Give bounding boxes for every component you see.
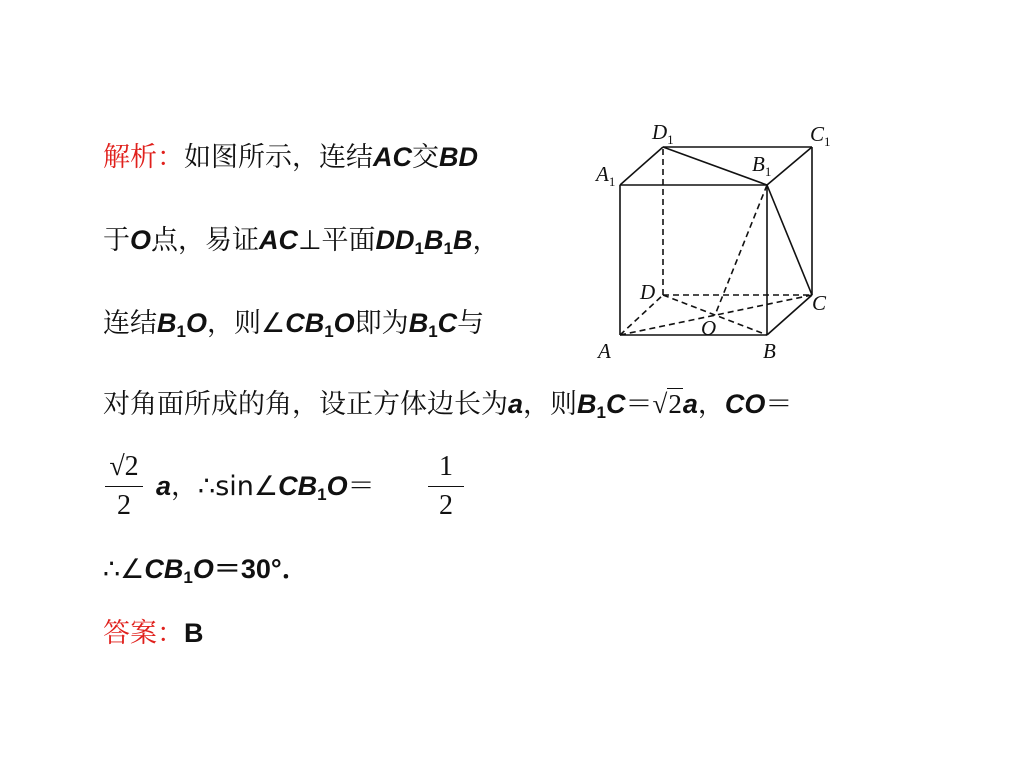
fraction-sqrt2-over-2 bbox=[105, 450, 143, 523]
label-o: O bbox=[701, 316, 717, 340]
math-bd: BD bbox=[439, 142, 478, 172]
text-segment: 对角面所成的角，设正方体边长为 bbox=[103, 389, 508, 420]
math-cb: CB bbox=[144, 554, 184, 584]
text-segment: ，则∠ bbox=[206, 308, 286, 339]
fraction-one-half bbox=[428, 450, 464, 523]
solution-line-1 bbox=[103, 139, 478, 176]
solution-line-2 bbox=[103, 222, 499, 259]
answer-line bbox=[103, 615, 204, 652]
math-cb: CB bbox=[278, 471, 318, 501]
label-c: C bbox=[812, 291, 827, 315]
math-c: C bbox=[437, 308, 458, 338]
math-dd: DD bbox=[375, 225, 415, 255]
text-segment: 与 bbox=[457, 308, 485, 339]
text-segment: 连结 bbox=[103, 308, 157, 339]
subscript: 1 bbox=[414, 239, 425, 258]
label-d: D bbox=[640, 280, 656, 304]
subscript: 1 bbox=[596, 403, 606, 422]
label-d1: $D_1$ bbox=[652, 120, 674, 147]
math-o: O bbox=[333, 308, 355, 338]
edge-b-c bbox=[767, 295, 812, 335]
solution-line-6 bbox=[103, 551, 309, 588]
math-b: B bbox=[577, 389, 597, 419]
text-segment: ＝30°． bbox=[213, 554, 309, 584]
label-a1: $A_1$ bbox=[596, 162, 616, 189]
text-segment: ，则 bbox=[523, 389, 578, 420]
text-segment: ∴∠ bbox=[103, 554, 145, 585]
text-segment: ， bbox=[697, 389, 725, 420]
text-segment: 如图所示，连结 bbox=[184, 142, 373, 173]
edge-d1-a1 bbox=[620, 147, 663, 185]
fraction-bar bbox=[105, 486, 143, 487]
math-a: a bbox=[682, 389, 698, 419]
fraction-denominator: 2 bbox=[439, 490, 453, 521]
math-o: O bbox=[192, 554, 214, 584]
subscript: 1 bbox=[428, 322, 438, 341]
math-ac: AC bbox=[259, 225, 299, 255]
label-b: B bbox=[763, 339, 776, 363]
math-a: a bbox=[156, 471, 172, 501]
math-b: B bbox=[157, 308, 177, 338]
sqrt-two bbox=[653, 388, 683, 419]
fraction-bar bbox=[428, 486, 464, 487]
text-segment: ，∴sin∠ bbox=[171, 471, 279, 502]
fraction-denominator: 2 bbox=[117, 490, 131, 521]
hidden-segment-b1-o bbox=[715, 185, 767, 315]
math-o: O bbox=[185, 308, 207, 338]
math-co: CO bbox=[724, 389, 766, 419]
math-o: O bbox=[130, 225, 152, 255]
label-b1: $B_1$ bbox=[752, 152, 772, 179]
equals-sign: ＝ bbox=[347, 471, 375, 502]
subscript: 1 bbox=[443, 239, 453, 258]
text-segment: 于 bbox=[103, 225, 130, 256]
subscript: 1 bbox=[317, 485, 327, 504]
math-b: B bbox=[452, 225, 473, 255]
answer-value: B bbox=[184, 618, 204, 648]
solution-line-5 bbox=[156, 468, 375, 505]
text-segment: 点，易证 bbox=[151, 225, 260, 256]
equals-sign: ＝ bbox=[625, 389, 653, 420]
solution-line-3 bbox=[103, 305, 484, 342]
segment-b1-c bbox=[767, 185, 812, 295]
subscript: 1 bbox=[176, 322, 186, 341]
solution-line-4 bbox=[103, 386, 792, 423]
math-b: B bbox=[408, 308, 429, 338]
sqrt-symbol: √ bbox=[652, 389, 668, 419]
subscript: 1 bbox=[183, 568, 193, 587]
edge-b1-c1 bbox=[767, 147, 812, 185]
subscript: 1 bbox=[324, 322, 334, 341]
text-segment: ⊥平面 bbox=[298, 225, 376, 256]
math-cb: CB bbox=[285, 308, 325, 338]
math-a: a bbox=[508, 389, 524, 419]
math-c: C bbox=[606, 389, 626, 419]
text-segment: ， bbox=[472, 225, 500, 256]
math-ac: AC bbox=[373, 142, 412, 172]
equals-sign: ＝ bbox=[765, 389, 793, 420]
math-o: O bbox=[326, 471, 348, 501]
text-segment: 即为 bbox=[354, 308, 409, 339]
fraction-numerator: 1 bbox=[439, 451, 453, 482]
solution-heading: 解析： bbox=[103, 142, 184, 173]
answer-label: 答案： bbox=[103, 618, 184, 649]
text-segment: 交 bbox=[412, 142, 439, 173]
fraction-numerator: √2 bbox=[109, 451, 139, 482]
label-a: A bbox=[598, 339, 611, 363]
sqrt-radicand: 2 bbox=[668, 389, 682, 419]
math-b: B bbox=[424, 225, 444, 255]
cube-figure bbox=[590, 115, 850, 370]
label-c1: $C_1$ bbox=[810, 122, 831, 149]
